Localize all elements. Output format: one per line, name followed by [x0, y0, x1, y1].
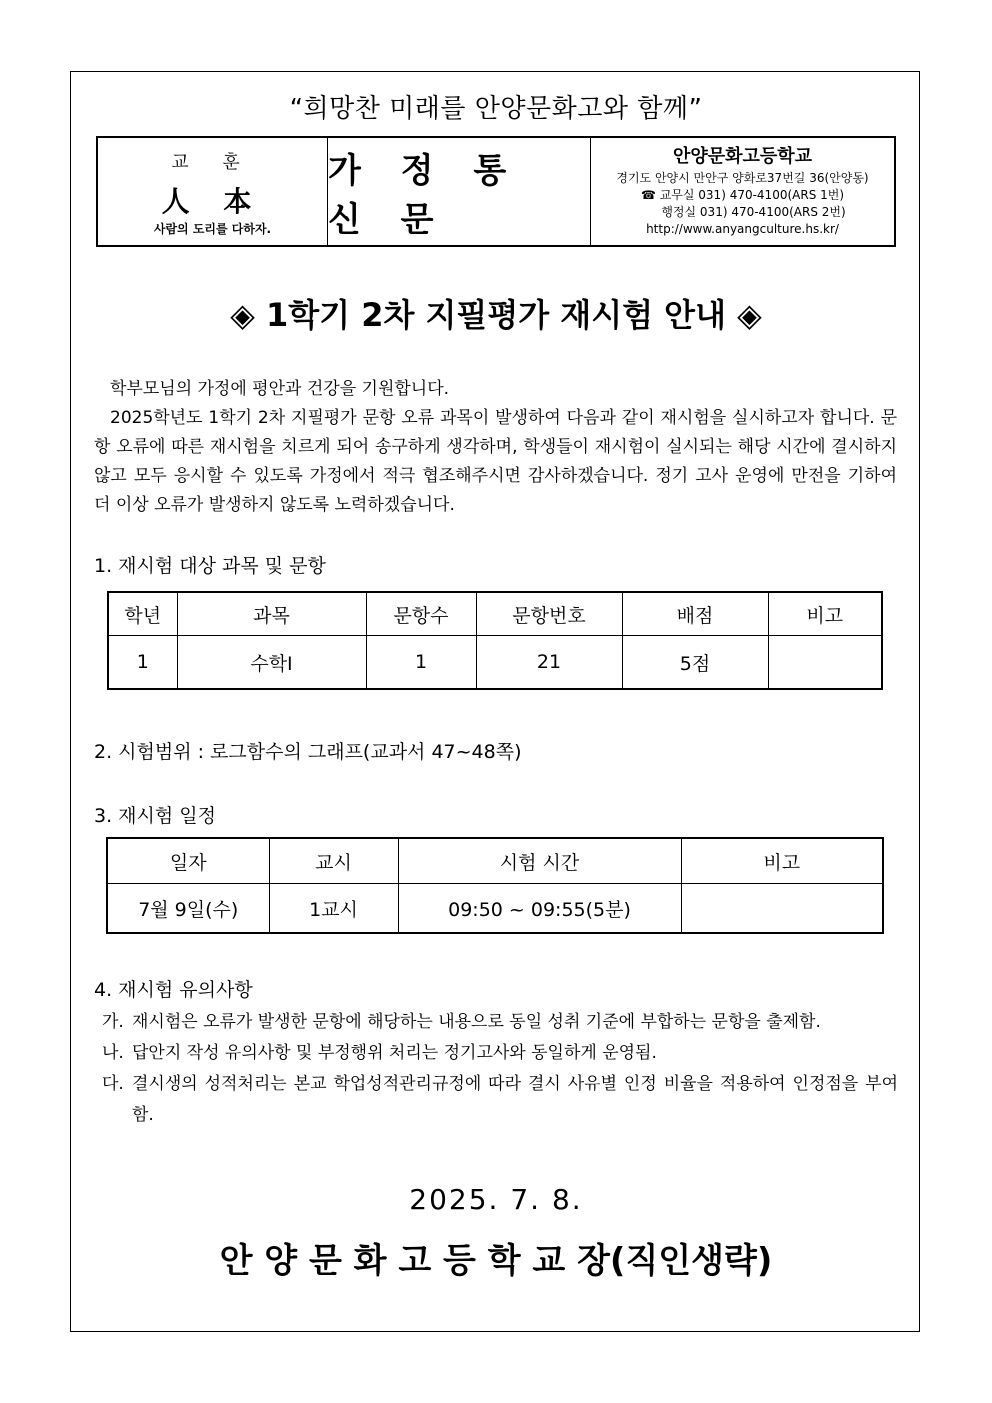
school-info-box: [591, 138, 894, 245]
date-cell: 7월 9일(수): [107, 884, 269, 934]
header-cell: 과목: [177, 592, 366, 636]
header-cell: 교시: [269, 838, 398, 884]
table-row: [108, 636, 882, 690]
school-url[interactable]: http://www.anyangculture.hs.kr/: [646, 222, 839, 236]
question-number-cell: 21: [476, 636, 622, 690]
time-cell: 09:50 ~ 09:55(5분): [398, 884, 681, 934]
school-address: 경기도 안양시 만안구 양화로37번길 36(안양동): [616, 171, 869, 185]
list-text: 답안지 작성 유의사항 및 부정행위 처리는 정기고사와 동일하게 운영됨.: [132, 1043, 657, 1063]
header-cell: 문항번호: [476, 592, 622, 636]
document-date: 2025. 7. 8.: [409, 1183, 583, 1216]
section3-heading: 3. 재시험 일정: [94, 805, 216, 827]
list-marker: 나.: [102, 1043, 124, 1063]
principal-signature: 안 양 문 화 고 등 학 교 장(직인생략): [219, 1241, 773, 1281]
header-cell: 문항수: [366, 592, 476, 636]
letterhead: [96, 136, 896, 247]
motto-text: 人 本: [161, 185, 264, 218]
motto-description: 사람의 도리를 다하자.: [153, 222, 272, 236]
section2-exam-range: 2. 시험범위 : 로그함수의 그래프(교과서 47~48쪽): [94, 741, 522, 763]
question-count-cell: 1: [366, 636, 476, 690]
header-cell: 일자: [107, 838, 269, 884]
subject-cell: 수학Ⅰ: [177, 636, 366, 690]
publication-title: 가 정 통 신 문: [328, 138, 591, 245]
retest-schedule-table: [106, 837, 884, 934]
section4-heading: 4. 재시험 유의사항: [94, 979, 253, 1001]
list-item: [102, 1038, 898, 1069]
table-row: [107, 884, 883, 934]
section1-heading: 1. 재시험 대상 과목 및 문항: [94, 555, 326, 577]
remarks-cell: [768, 636, 882, 690]
list-marker: 가.: [102, 1012, 124, 1032]
phone-admin: 행정실 031) 470-4100(ARS 2번): [661, 205, 846, 219]
document-border: [70, 71, 920, 1332]
precautions-list: [102, 1007, 898, 1131]
motto-label: 교 훈: [171, 152, 254, 173]
list-item: [102, 1069, 898, 1131]
intro-paragraph: 2025학년도 1학기 2차 지필평가 문항 오류 과목이 발생하여 다음과 같이 재시험을 실시하고자 합니다. 문항 오류에 따른 재시험을 치르게 되어 송구하게 생각하며, 학생들이 재시험이 실시되는 해당 시간에 결시하지 않고 모두 응시할 수 있도록 가정에서 적극 협조해주시면 감사하겠습니다. 정기 고사 운영에 만전을 기하여 더 이상 오류가 발생하지 않도록 노력하겠습니다.: [94, 408, 897, 515]
greeting-text: 학부모님의 가정에 평안과 건강을 기원합니다.: [110, 379, 450, 399]
period-cell: 1교시: [269, 884, 398, 934]
phone-office: ☎ 교무실 031) 470-4100(ARS 1번): [640, 188, 845, 202]
grade-cell: 1: [108, 636, 177, 690]
table-header-row: [107, 838, 883, 884]
school-motto-box: [98, 138, 328, 245]
retest-subject-table: [107, 591, 883, 690]
list-text: 재시험은 오류가 발생한 문항에 해당하는 내용으로 동일 성취 기준에 부합하는 문항을 출제함.: [132, 1012, 821, 1032]
header-cell: 학년: [108, 592, 177, 636]
table-header-row: [108, 592, 882, 636]
remarks-cell: [681, 884, 883, 934]
list-marker: 다.: [102, 1074, 124, 1094]
list-item: [102, 1007, 898, 1038]
school-slogan: “희망찬 미래를 안양문화고와 함께”: [289, 94, 703, 124]
header-cell: 비고: [681, 838, 883, 884]
points-cell: 5점: [622, 636, 768, 690]
header-cell: 시험 시간: [398, 838, 681, 884]
header-cell: 배점: [622, 592, 768, 636]
list-text: 결시생의 성적처리는 본교 학업성적관리규정에 따라 결시 사유별 인정 비율을 적용하여 인정점을 부여함.: [132, 1074, 898, 1125]
school-name: 안양문화고등학교: [672, 146, 813, 167]
header-cell: 비고: [768, 592, 882, 636]
notice-title: ◈ 1학기 2차 지필평가 재시험 안내 ◈: [230, 296, 762, 334]
